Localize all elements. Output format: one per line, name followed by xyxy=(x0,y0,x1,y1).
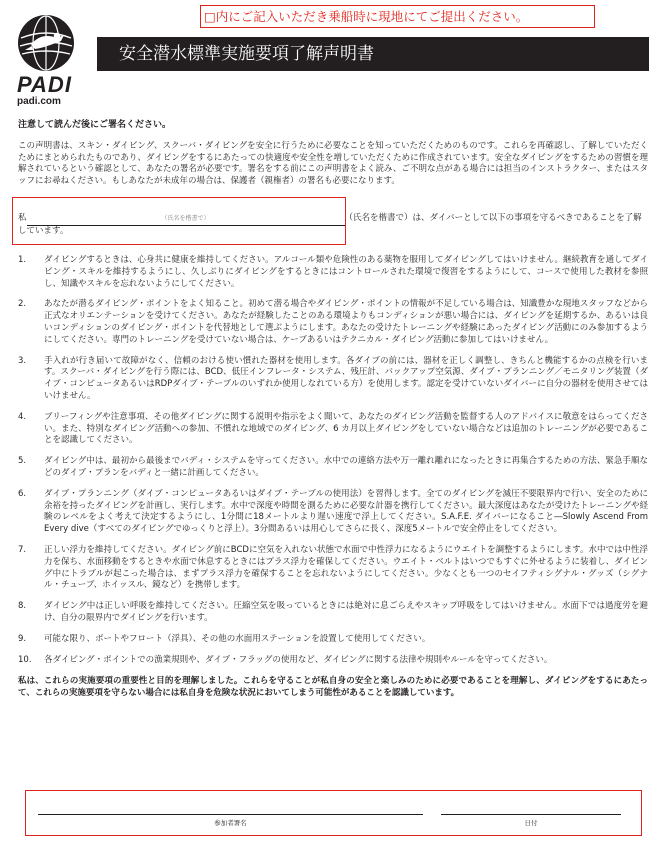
submission-notice: □内にご記入いただき乗船時に現地にてご提出ください。 xyxy=(200,5,595,28)
name-field[interactable] xyxy=(27,215,345,226)
item-text: ダイビングするときは、心身共に健康を維持してください。アルコール類や危険性のある薬物を服用してダイビングしてはいけません。継続教育を通してダイビング・スキルを維持するようにし、久しぶりにダイビングをするときにはコントロールされた環境で復習をするようにして、コースで使用した教材を参照し、知識やスキルを忘れないようにしてください。 xyxy=(44,254,648,289)
list-item xyxy=(18,356,648,403)
acknowledgement-statement: 私は、これらの実施要項の重要性と目的を理解しました。これらを守ることが私自身の安全と楽しみのために必要であることを理解し、ダイビングをするにあたって、これらの実施要項を守らない場合には私自身を危険な状況においてしまう可能性があることを認識しています。 xyxy=(18,676,648,699)
item-number: 10. xyxy=(18,654,32,665)
read-before-signing-heading: 注意して読んだ後にご署名ください。 xyxy=(18,120,172,130)
list-item xyxy=(18,655,648,667)
name-prefix: 私 xyxy=(18,212,27,223)
item-text: 可能な限り、ボートやフロート（浮具）、その他の水面用ステーションを設置して使用してください。 xyxy=(44,633,431,644)
date-label: 日付 xyxy=(524,819,538,827)
list-item xyxy=(18,412,648,447)
signature-box xyxy=(25,790,642,836)
item-number: 3. xyxy=(18,355,27,366)
name-field-hint: （氏名を楷書で） xyxy=(161,214,210,222)
name-line xyxy=(18,197,648,238)
item-number: 9. xyxy=(18,633,27,644)
intro-paragraph: この声明書は、スキン・ダイビング、スクーバ・ダイビングを安全に行うために必要なことを知っていただくためのものです。これらを再確認し、了解していただくためにまとめられたものであり、ダイビングをするにあたっての快適度や安全性を増していただくために作成されています。安全なダイビングをするための習慣を理解されているという確認として、あなたの署名が必要です。署名をする前にこの声明書をよく読み、ご不明な点がある場合には担当のインストラクター、またはスタッフにお尋ねください。もしあなたが未成年の場合は、保護者（親権者）の署名も必要になります。 xyxy=(18,140,648,187)
item-number: 4. xyxy=(18,411,27,422)
list-item xyxy=(18,489,648,536)
item-number: 6. xyxy=(18,488,27,499)
item-number: 1. xyxy=(18,254,27,265)
item-number: 5. xyxy=(18,456,27,467)
list-item xyxy=(18,634,648,646)
padi-url: padi.com xyxy=(17,96,61,107)
padi-wordmark: PADI xyxy=(17,72,72,97)
document-body xyxy=(18,120,648,700)
item-number: 8. xyxy=(18,601,27,612)
list-item xyxy=(18,601,648,625)
list-item xyxy=(18,299,648,346)
padi-logo xyxy=(17,14,87,107)
participant-signature-label: 参加者署名 xyxy=(214,819,247,827)
list-item xyxy=(18,255,648,290)
item-text: ダイビング中は正しい呼吸を維持してください。圧縮空気を吸っているときには絶対に息ごらえやスキップ呼吸をしてはいけません。水面下では過度労を避け、自分の限界内でダイビングを行います。 xyxy=(44,601,648,623)
item-text: あなたが潜るダイビング・ポイントをよく知ること。初めて潜る場合やダイビング・ポイントの情報が不足している場合は、知識豊かな現地スタッフなどから正式なオリエンテーションを受けてください。あなたが経験したことのある環境よりもコンディションが悪い場合には、ダイビングを延期するか、あるいは良いコンディションのダイビング・ポイントを代替地として選ぶようにします。あなたの受けたトレーニングや経験にあったダイビング活動にのみ参加するようにしてください。専門のトレーニングを受けていない場合は、ケーブあるいはテクニカル・ダイビング活動に参加してはいけません。 xyxy=(44,299,648,345)
document-title: 安全潜水標準実施要項了解声明書 xyxy=(97,37,649,71)
name-declaration xyxy=(18,197,648,236)
item-number: 2. xyxy=(18,299,27,310)
participant-signature-field[interactable] xyxy=(38,814,423,815)
item-number: 7. xyxy=(18,544,27,555)
item-text: ダイビング中は、最初から最後までバディ・システムを守ってください。水中での連絡方法や万一離れ離れになったときに再集合するための方法、緊急手順などのダイブ・プランをバディと一緒に計画してください。 xyxy=(44,456,648,478)
padi-diver-emblem-icon xyxy=(17,14,75,72)
item-text: ダイブ・プランニング（ダイブ・コンピュータあるいはダイブ・テーブルの使用法）を習得します。全てのダイビングを減圧不要限界内で行い、安全のために余裕を持ったダイビングを計画し、実行します。水中で深度や時間を測るために必要な計器を携行してください。最大深度はあなたが受けたトレーニングや経験のレベルをよく考えて決定するようにし、1分間に18メートルより遅い速度で浮上してください。S.A.F.E. ダイバーになること―Slowly Ascend From Every dive（すべてのダイビングでゆっくりと浮上）。3分間あるいは用心してさらに長く、深度5メートルで安全停止をしてください。 xyxy=(44,488,648,535)
item-text: ブリーフィングや注意事項、その他ダイビングに関する説明や指示をよく聞いて、あなたのダイビング活動を監督する人のアドバイスに敬意をはらってください。また、特別なダイビング活動への参加、不慣れな地域でのダイビング、6 カ月以上ダイビングをしていない場合などは追加のトレーニングが必要であることを認識してください。 xyxy=(44,411,648,446)
list-item xyxy=(18,545,648,592)
item-text: 各ダイビング・ポイントでの漁業規則や、ダイブ・フラッグの使用など、ダイビングに関する法律や規則やルールを守ってください。 xyxy=(44,654,553,665)
item-text: 手入れが行き届いて故障がなく、信頼のおける使い慣れた器材を使用します。各ダイブの前には、器材を正しく調整し、きちんと機能するかの点検を行います。スクーバ・ダイビングを行う際には、BCD、低圧インフレータ・システム、残圧計、バックアップ空気源、ダイブ・プランニング／モニタリング装置（ダイブ・コンピュータあるいはRDPダイブ・テーブルのいずれか使用しなれている方）を使用します。認定を受けていないダイバーに自分の器材を使用させてはいけません。 xyxy=(44,355,648,401)
date-field[interactable] xyxy=(441,814,621,815)
name-suffix: （氏名を楷書で）は、ダイバーとして以下の事項を守るべきであることを了解しています。 xyxy=(18,212,642,236)
list-item xyxy=(18,456,648,480)
item-text: 正しい浮力を維持してください。ダイビング前にBCDに空気を入れない状態で水面で中性浮力になるようにウエイトを調整するようにします。水中では中性浮力を保ち、水面移動をするときや水面で休息するときにはプラス浮力を確保してください。ウエイト・ベルトはいつでもすぐに外せるように装着し、ダイビング中にトラブルが起こった場合は、まずプラス浮力を確保することを忘れないようにしてください。少なくとも一つのセイフティシグナル・グッズ（シグナル・チューブ、ホイッスル、鏡など）を携帯します。 xyxy=(44,544,648,591)
standards-list xyxy=(18,255,648,666)
